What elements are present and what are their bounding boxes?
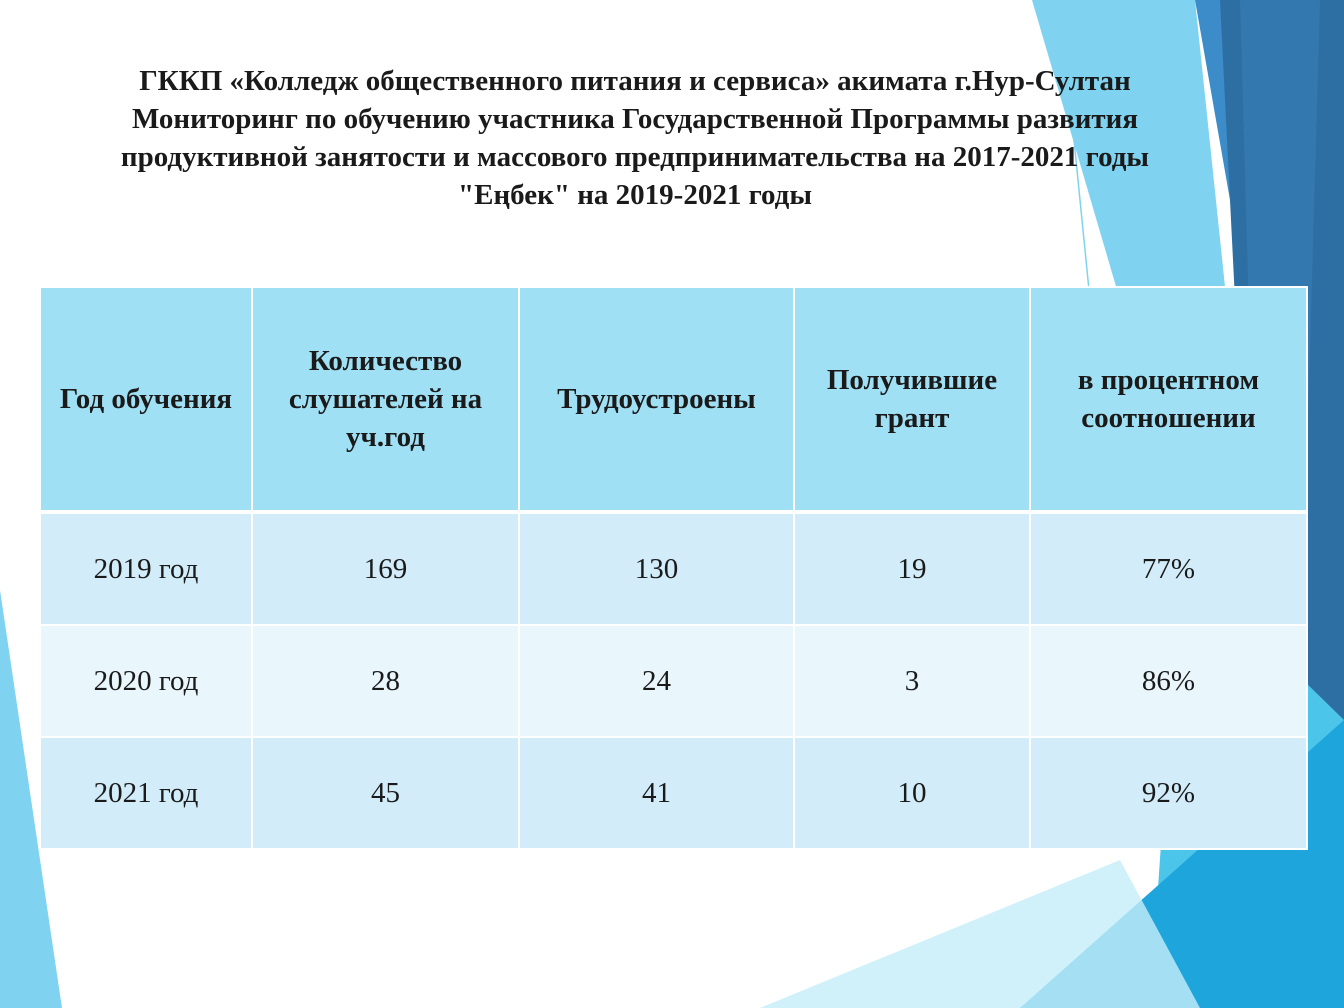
title-line: ГККП «Колледж общественного питания и сервиса» акимата г.Нур-Султан [139, 65, 1131, 97]
cell-year: 2020 год [40, 625, 252, 737]
decor-facet-pale-bottom [760, 860, 1200, 1008]
cell-employed: 130 [519, 512, 794, 625]
title-line: продуктивной занятости и массового предпринимательства на 2017-2021 годы [120, 141, 1150, 173]
cell-year: 2021 год [40, 737, 252, 849]
header-grant: Получившие грант [794, 287, 1030, 512]
cell-year: 2019 год [40, 512, 252, 625]
cell-students: 28 [252, 625, 519, 737]
title-line: Мониторинг по обучению участника Государственной Программы развития [131, 103, 1139, 135]
header-students: Количество слушателей на уч.год [252, 287, 519, 512]
cell-percent: 92% [1030, 737, 1307, 849]
cell-grant: 3 [794, 625, 1030, 737]
monitoring-table [39, 286, 1308, 850]
cell-students: 169 [252, 512, 519, 625]
cell-percent: 86% [1030, 625, 1307, 737]
table-row [40, 512, 1307, 625]
cell-percent: 77% [1030, 512, 1307, 625]
header-year: Год обучения [40, 287, 252, 512]
cell-grant: 10 [794, 737, 1030, 849]
header-percent: в процентном соотношении [1030, 287, 1307, 512]
cell-employed: 41 [519, 737, 794, 849]
cell-grant: 19 [794, 512, 1030, 625]
cell-students: 45 [252, 737, 519, 849]
table-row [40, 737, 1307, 849]
cell-employed: 24 [519, 625, 794, 737]
title-line: "Еңбек" на 2019-2021 годы [458, 179, 812, 211]
slide-title [40, 62, 1230, 214]
header-employed: Трудоустроены [519, 287, 794, 512]
table-row [40, 625, 1307, 737]
table-header-row [40, 287, 1307, 512]
